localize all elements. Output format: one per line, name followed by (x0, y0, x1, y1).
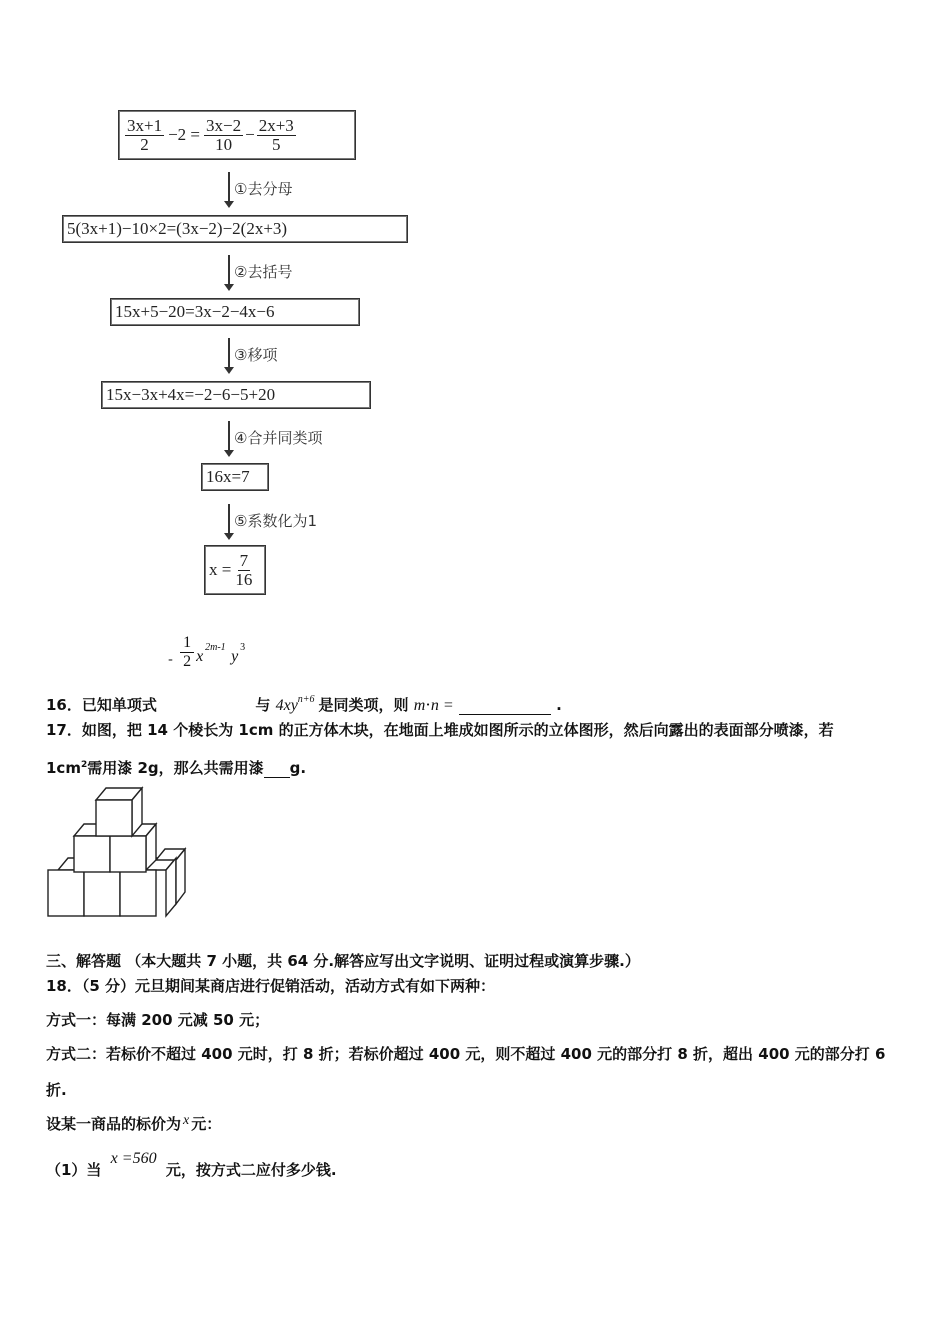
cube-bottom-1 (48, 870, 84, 916)
eq1-minus: − (245, 125, 255, 144)
r1-numerator: 3x−2 (206, 115, 242, 135)
eq6-numerator: 7 (239, 550, 249, 570)
cube-stack-figure (44, 786, 194, 922)
r1-denominator: 10 (215, 134, 233, 154)
q16-answer-blank[interactable] (459, 698, 551, 715)
equation-box-1 (118, 110, 356, 160)
left-numerator: 3x+1 (127, 115, 163, 135)
q16-frac-den: 2 (183, 653, 192, 670)
question-18-intro: 18．（5 分）元旦期间某商店进行促销活动，活动方式有如下两种： (46, 977, 496, 995)
q16-label: 16．已知单项式 (46, 696, 157, 714)
equation-box-3: 15x+5−20=3x−2−4x−6 (110, 298, 360, 326)
q17-unit: 1cm (46, 759, 81, 777)
q18-p1-b: 元，按方式二应付多少钱. (165, 1161, 337, 1179)
q18-set-b: 元： (191, 1115, 222, 1133)
fraction-left (125, 117, 164, 154)
r2-denominator: 5 (272, 134, 281, 154)
step-5-label: ⑤系数化为1 (234, 512, 317, 530)
fraction-right-2 (257, 117, 296, 154)
arrow-2 (228, 255, 230, 285)
question-18-setup (46, 1113, 221, 1134)
cube-top (96, 800, 132, 836)
equation-box-6 (204, 545, 266, 595)
q16-mid: 与 (255, 696, 271, 714)
question-17-line-1: 17．如图，把 14 个棱长为 1cm 的正方体木块，在地面上堆成如图所示的立体图形，然后向露出的表面部分喷漆，若 (46, 721, 834, 739)
equation-box-2: 5(3x+1)−10×2=(3x−2)−2(2x+3) (62, 215, 408, 243)
cube-bottom-2 (84, 870, 120, 916)
r2-numerator: 2x+3 (258, 115, 294, 135)
q16-neg: - (168, 652, 173, 667)
q16-term2: 4xy (275, 697, 298, 714)
q17-text: 需用漆 2g，那么共需用漆 (87, 759, 264, 777)
q17-answer-blank[interactable] (264, 763, 290, 778)
cube-middle-2 (110, 836, 146, 872)
q18-p1-a: （1）当 (46, 1161, 102, 1179)
q16-monomial-1 (164, 634, 254, 684)
q16-expr: m⋅n = (413, 697, 454, 714)
question-18-way-1: 方式一：每满 200 元减 50 元； (46, 1011, 270, 1029)
cube-bottom-3 (120, 870, 156, 916)
equation-box-4: 15x−3x+4x=−2−6−5+20 (101, 381, 371, 409)
q16-exp2: n+6 (297, 693, 315, 705)
question-18-way-2-line-1: 方式二：若标价不超过 400 元时，打 8 折；若标价超过 400 元，则不超过 400 元的部分打 8 折，超出 400 元的部分打 6 (46, 1045, 886, 1063)
step-3-label: ③移项 (234, 346, 278, 364)
q16-exp-x: 2m-1 (205, 642, 226, 653)
question-18-way-2-line-2: 折. (46, 1081, 67, 1099)
q18-set-a: 设某一商品的标价为 (46, 1115, 182, 1133)
q16-fraction (180, 634, 194, 671)
arrow-4 (228, 421, 230, 451)
q16-exp-y: 3 (240, 642, 246, 653)
step-1-label: ①去分母 (234, 180, 293, 198)
q16-var-y: y (231, 648, 239, 665)
q18-p1-eq: x =560 (110, 1150, 157, 1167)
q17-end: g. (289, 759, 307, 777)
cube-right-side-back (176, 849, 185, 904)
q17-unit-sup: 2 (80, 760, 88, 770)
arrow-1 (228, 172, 230, 202)
equation-box-5: 16x=7 (201, 463, 269, 491)
question-17-line-2 (46, 757, 306, 778)
question-16 (46, 634, 562, 714)
eq6-lhs: x = (209, 560, 232, 579)
section-3-title: 三、解答题 （本大题共 7 小题，共 64 分.解答应写出文字说明、证明过程或演算步骤.） (46, 952, 640, 970)
q16-text: 是同类项，则 (318, 696, 409, 714)
q18-set-x: x (183, 1113, 190, 1128)
eq1-mid: −2 = (168, 125, 201, 144)
cube-middle-1 (74, 836, 110, 872)
question-18-part-1 (46, 1147, 337, 1179)
q16-frac-num: 1 (180, 634, 194, 653)
eq6-denominator: 16 (235, 569, 253, 589)
q16-monomial-2 (275, 693, 319, 714)
eq6-fraction (233, 552, 254, 589)
fraction-right-1 (204, 117, 243, 154)
q16-end: . (556, 696, 562, 714)
q16-var-x: x (196, 648, 204, 665)
step-2-label: ②去括号 (234, 263, 293, 281)
arrow-3 (228, 338, 230, 368)
left-denominator: 2 (140, 134, 149, 154)
step-4-label: ④合并同类项 (234, 429, 323, 447)
arrow-5 (228, 504, 230, 534)
